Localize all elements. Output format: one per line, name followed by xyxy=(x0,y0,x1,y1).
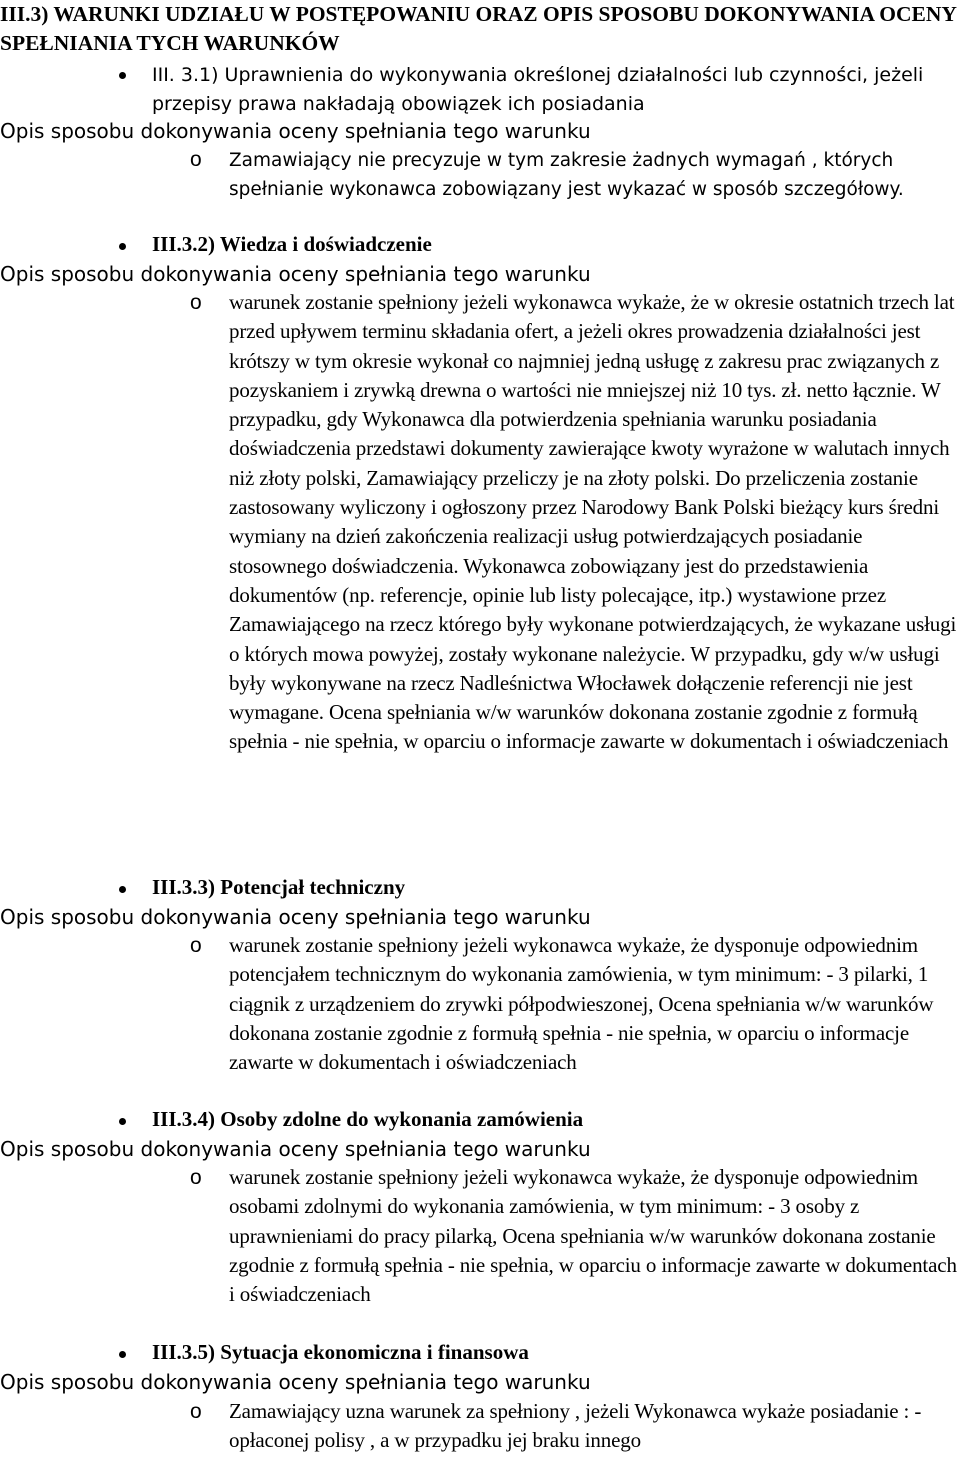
item-4-marker: o xyxy=(190,1166,202,1189)
bullet-icon xyxy=(119,243,126,250)
section-title xyxy=(0,0,960,58)
item-5-label xyxy=(152,1340,529,1365)
item-1-text: Zamawiający nie precyzuje w tym zakresie żadnych wymagań , których spełnianie wykonawca zobowiązany jest wykazać w sposób szczegółowy. xyxy=(229,150,904,200)
item-1-label xyxy=(152,61,952,119)
item-3-marker: o xyxy=(190,934,202,957)
item-5-opis: Opis sposobu dokonywania oceny spełniania tego warunku xyxy=(0,1370,591,1394)
bullet-icon xyxy=(119,1118,126,1125)
item-4-opis: Opis sposobu dokonywania oceny spełniania tego warunku xyxy=(0,1137,591,1161)
item-2-text: warunek zostanie spełniony jeżeli wykonawca wykaże, że w okresie ostatnich trzech lat przed upływem terminu składania ofert, a jeżeli okres prowadzenia działalności jest krótszy w tym okresie wykonał co najmniej jedną usługę z zakresu prac związanych z pozyskaniem i zrywką drewna o wartości nie mniejszej niż 10 tys. zł. netto łącznie. W przypadku, gdy Wykonawca dla potwierdzenia spełniania warunku posiadania doświadczenia przedstawi dokumenty zawierające kwoty wyrażone w walutach innych niż złoty polski, Zamawiający przeliczy je na złoty polski. Do przeliczenia zostanie zastosowany wyliczony i ogłoszony przez Narodowy Bank Polski bieżący kurs średni wymiany na dzień zakończenia realizacji usług potwierdzających posiadanie stosownego doświadczenia. Wykonawca zobowiązany jest do przedstawienia dokumentów (np. referencje, opinie lub listy polecające, itp.) wystawione przez Zamawiającego na rzecz którego były wykonane potwierdzających, że wykazane usługi o których mowa powyżej, zostały wykonane należycie. W przypadku, gdy w/w usługi były wykonywane na rzecz Nadleśnictwa Włocławek dołączenie referencji nie jest wymagane. Ocena spełniania w/w warunków dokonana zostanie zgodnie z formułą spełnia - nie spełnia, w oparciu o informacje zawarte w dokumentach i oświadczeniach xyxy=(229,290,957,754)
bullet-icon xyxy=(119,886,126,893)
bullet-icon xyxy=(119,1351,126,1358)
item-3-label-text: III.3.3) Potencjał techniczny xyxy=(152,875,406,899)
item-3-opis: Opis sposobu dokonywania oceny spełniania tego warunku xyxy=(0,905,591,929)
section-title-text: III.3) WARUNKI UDZIAŁU W POSTĘPOWANIU ORAZ OPIS SPOSOBU DOKONYWANIA OCENY SPEŁNIANIA TYCH WARUNKÓW xyxy=(0,2,957,55)
item-5-text: Zamawiający uzna warunek za spełniony , jeżeli Wykonawca wykaże posiadanie : - opłaconej polisy , a w przypadku jej braku innego xyxy=(229,1399,922,1453)
item-2-marker: o xyxy=(190,291,202,314)
item-5-label-text: III.3.5) Sytuacja ekonomiczna i finansowa xyxy=(152,1340,529,1364)
item-4-label-text: III.3.4) Osoby zdolne do wykonania zamówienia xyxy=(152,1107,584,1131)
item-2-label-text: III.3.2) Wiedza i doświadczenie xyxy=(152,232,432,256)
item-1-opis: Opis sposobu dokonywania oceny spełniania tego warunku xyxy=(0,119,591,143)
item-3-text: warunek zostanie spełniony jeżeli wykonawca wykaże, że dysponuje odpowiednim potencjałem technicznym do wykonania zamówienia, w tym minimum: - 3 pilarki, 1 ciągnik z urządzeniem do zrywki półpodwieszonej, Ocena spełniania w/w warunków dokonana zostanie zgodnie z formułą spełnia - nie spełnia, w oparciu o informacje zawarte w dokumentach i oświadczeniach xyxy=(229,933,934,1075)
item-4-label xyxy=(152,1107,583,1132)
bullet-icon xyxy=(119,72,126,79)
item-1-label-text: III. 3.1) Uprawnienia do wykonywania określonej działalności lub czynności, jeżeli przepisy prawa nakładają obowiązek ich posiadania xyxy=(152,64,924,115)
item-2-label xyxy=(152,232,432,257)
item-1-marker: o xyxy=(190,148,202,171)
item-4-text: warunek zostanie spełniony jeżeli wykonawca wykaże, że dysponuje odpowiednim osobami zdolnymi do wykonania zamówienia, w tym minimum: - 3 osoby z uprawnieniami do pracy pilarką, Ocena spełniania w/w warunków dokonana zostanie zgodnie z formułą spełnia - nie spełnia, w oparciu o informacje zawarte w dokumentach i oświadczeniach xyxy=(229,1165,957,1307)
item-5-marker: o xyxy=(190,1400,202,1423)
item-2-opis: Opis sposobu dokonywania oceny spełniania tego warunku xyxy=(0,262,591,286)
item-3-label xyxy=(152,875,405,900)
